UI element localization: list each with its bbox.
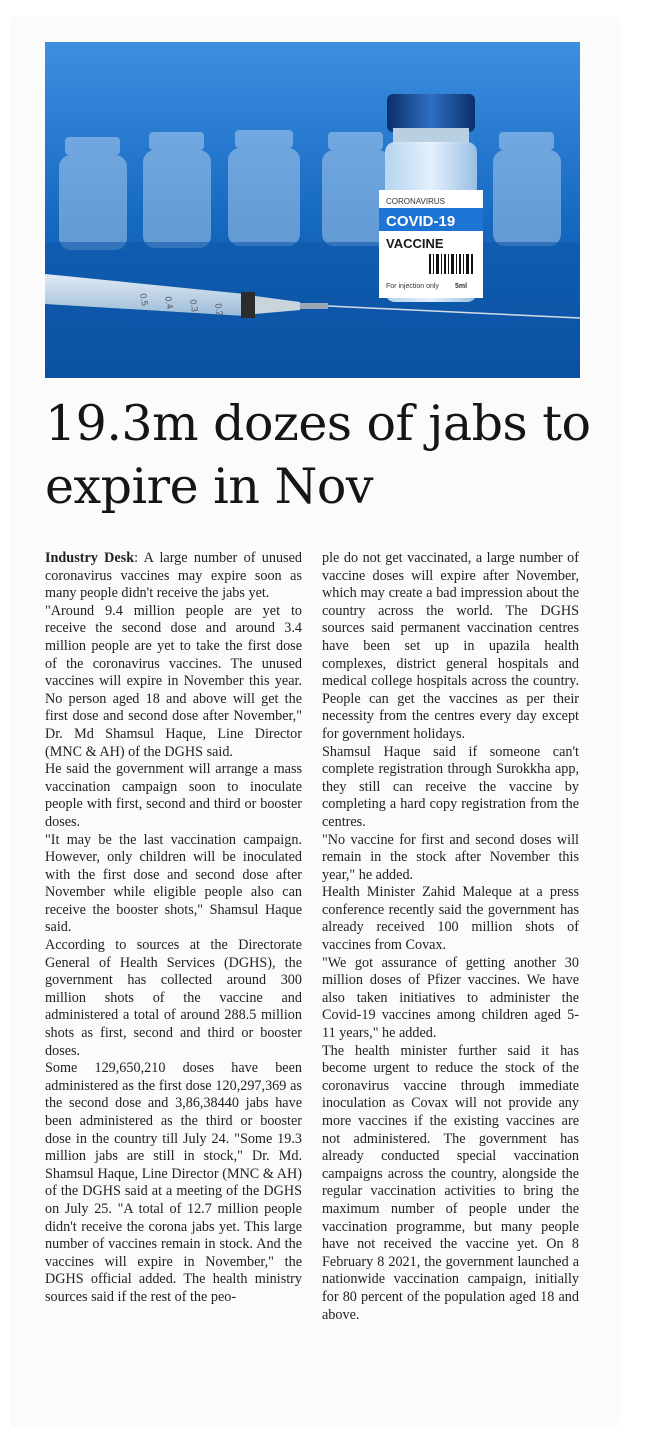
paragraph: Shamsul Haque said if someone can't complete registration through Surokkha app, they still can receive the vaccine by completing a hard copy registration from the centres. bbox=[322, 743, 579, 830]
article-column-right bbox=[322, 550, 579, 1324]
paragraph: ple do not get vaccinated, a large number of vaccine doses will expire after November, which may create a bad impression about the country across the world. The DGHS sources said permanent vaccination centres have been set up in upazila health complexes, district general hospitals and medical college hospitals across the country. People can get the vaccines as per their necessity from the centres every day except for government holidays. bbox=[322, 550, 579, 742]
lead-text: : A large number of unused coronavirus vaccines may expire soon as many people didn't receive the jabs yet. bbox=[45, 550, 302, 602]
paragraph: "It may be the last vaccination campaign. However, only children will be inoculated with the first dose and second dose after November while eligible people also can receive the booster shots," Shamsul Haque said. bbox=[45, 831, 302, 936]
vial-label-line3: VACCINE bbox=[386, 236, 444, 251]
vaccine-illustration bbox=[45, 42, 580, 378]
paragraph: "Around 9.4 million people are yet to receive the second dose and around 3.4 million people are yet to take the first dose of the coronavirus vaccines. The unused vaccines will expire in November this year. No person aged 18 and above will get the first dose and second dose after November," Dr. Md Shamsul Haque, Line Director (MNC & AH) of the DGHS said. bbox=[45, 602, 302, 760]
article-column-left bbox=[45, 550, 302, 1307]
vial-label-line5: 5ml bbox=[455, 283, 468, 290]
vial-icon bbox=[379, 94, 483, 302]
paragraph: Some 129,650,210 doses have been administered as the first dose 120,297,369 as the second dose and 3,86,38440 jabs have been administered as the third or booster dose in the country till July 24. "Some 19.3 million jabs are still in stock," Dr. Md. Shamsul Haque, Line Director (MNC & AH) of the DGHS said at a meeting of the DGHS on July 25. "A total of 12.7 million people didn't receive the corona jabs yet. This large number of vaccines remain in stock. And the vaccines will expire in November," the DGHS official added. The health ministry sources said if the rest of the peo- bbox=[45, 1060, 302, 1305]
syringe-mark: 0.2 bbox=[213, 302, 226, 317]
syringe-mark: 0.5 bbox=[138, 292, 151, 307]
paragraph: "No vaccine for first and second doses will remain in the stock after November this year," he added. bbox=[322, 831, 579, 883]
syringe-mark: 0.4 bbox=[163, 295, 176, 310]
article-photo bbox=[45, 42, 580, 378]
headline: 19.3m dozes of jabs to expire in Nov bbox=[45, 395, 591, 515]
paragraph: Health Minister Zahid Maleque at a press conference recently said the government has already received 100 million shots of vaccines from Covax. bbox=[322, 884, 579, 954]
lead-paragraph bbox=[45, 550, 302, 603]
byline: Industry Desk bbox=[45, 550, 135, 566]
paragraph: According to sources at the Directorate General of Health Services (DGHS), the government has collected around 300 million shots of the vaccine and administered a total of around 288.5 million shots as first, second and third or booster doses. bbox=[45, 937, 302, 1059]
vial-label-line1: CORONAVIRUS bbox=[386, 197, 445, 206]
syringe-mark: 0.3 bbox=[188, 298, 201, 313]
paragraph: "We got assurance of getting another 30 million doses of Pfizer vaccines. We have also taken initiatives to administer the Covid-19 vaccines among children aged 5-11 years," he added. bbox=[322, 954, 579, 1042]
vial-label-line2: COVID-19 bbox=[386, 213, 456, 230]
paragraph: He said the government will arrange a mass vaccination campaign soon to inoculate people with first, second and third or booster doses. bbox=[45, 761, 302, 830]
paragraph: The health minister further said it has become urgent to reduce the stock of the coronavirus vaccine through immediate inoculation as Covax will not provide any more vaccines if the existing vaccines are not administered. The government has already conducted special vaccination campaigns across the country, alongside the regular vaccination activities to bring the maximum number of people under the vaccination programme, but many people have not received the vaccine yet. On 8 February 8 2021, the government launched a nationwide vaccination campaign, initially for 80 percent of the population aged 18 and above. bbox=[322, 1042, 579, 1323]
vial-label-line4: For injection only bbox=[386, 283, 439, 290]
